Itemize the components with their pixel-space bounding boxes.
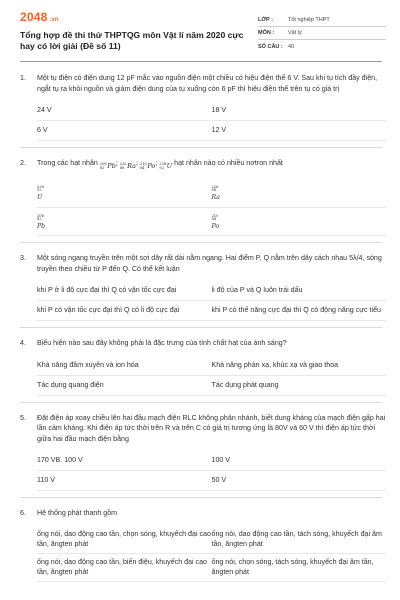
question-divider xyxy=(20,242,382,243)
option-d[interactable] xyxy=(212,471,387,491)
question-number: 1. xyxy=(20,74,26,82)
question-body xyxy=(37,253,386,321)
question-text: Đặt điện áp xoay chiều lên hai đầu mạch điện RLC không phân nhánh, biết dung kháng của mạch điện gấp hai lần cảm kháng. Khi điện áp tức thời trên R và trên C có giá trị tương ứng là 80V và 60 V thì điện áp tức thời giữa hai đầu mạch điện bằng xyxy=(37,413,386,443)
option-text: 170 VB. 100 V xyxy=(37,456,83,465)
option-nuclide: 206 82 Pb xyxy=(37,213,46,230)
option-b[interactable] xyxy=(212,281,387,301)
question-divider xyxy=(20,147,382,148)
question-text: Một sóng ngang truyền trên một sợi dây rất dài nằm ngang. Hai điểm P, Q nằm trên dây cách nhau 5λ/4, sóng truyền theo chiều từ P đến Q. Có thể kết luận xyxy=(37,254,382,273)
header-left xyxy=(20,10,250,52)
question-text: Hệ thống phát thanh gồm xyxy=(37,509,118,518)
question-body xyxy=(37,73,386,141)
option-text: khi P có vận tốc cực đại thì Q có li độ cực đại xyxy=(37,306,180,315)
option-text: Khả năng phản xạ, khúc xạ và giao thoa xyxy=(211,360,339,369)
option-text: 100 V xyxy=(211,456,231,465)
option-nuclide: 226 88 Ra xyxy=(211,184,220,202)
brand-suffix: .vn xyxy=(49,17,59,23)
option-text: ống nói, dao động cao tần, biến điệu, khuyếch đại cao tần, ăngten phát xyxy=(37,557,207,577)
option-d[interactable] xyxy=(212,376,387,396)
option-c[interactable] xyxy=(37,121,212,141)
option-c[interactable] xyxy=(37,471,212,491)
option-text: Khả năng đâm xuyên và ion hóa xyxy=(37,360,139,369)
question-body xyxy=(37,158,386,236)
option-text: ống nói, chọn sóng, tách sóng, khuyếch đại âm tần, ăngten phát xyxy=(211,557,374,577)
option-text: Tác dụng quang điện xyxy=(37,380,104,389)
option-text: ống nói, dao động cao tần, tách sóng, khuyếch đại âm tần, ăngten phát xyxy=(211,529,382,549)
question-2 xyxy=(20,158,386,236)
question-divider xyxy=(20,402,382,403)
option-text: 50 V xyxy=(211,476,227,485)
option-d[interactable] xyxy=(212,208,387,237)
header-divider xyxy=(20,61,382,62)
option-text: Tác dụng phát quang xyxy=(211,380,279,389)
option-d[interactable] xyxy=(212,301,387,321)
meta-table xyxy=(258,14,386,53)
question-text: Một tụ điện có điện dung 12 pF mắc vào nguồn điện một chiều có hiệu điện thế 6 V. Sau khi tụ tích đầy điện, ngắt tụ ra khỏi nguồn và giảm điện dung của tụ xuống còn 6 pF thì hiệu điện thế trên tụ có giá trị xyxy=(37,74,378,93)
option-c[interactable] xyxy=(37,554,212,582)
nuclide: 210 84 Po xyxy=(139,162,156,171)
question-text-end: hạt nhân nào có nhiều nơtron nhất xyxy=(174,159,283,167)
option-list xyxy=(37,451,386,491)
option-text: 110 V xyxy=(37,476,56,485)
option-list xyxy=(37,526,386,582)
nuclide: 226 88 Ra xyxy=(119,162,136,171)
option-text: 18 V xyxy=(211,106,227,115)
question-body xyxy=(37,338,386,396)
option-list xyxy=(37,101,386,141)
option-nuclide: 210 84 Po xyxy=(211,213,220,230)
option-b[interactable] xyxy=(212,356,387,376)
brand-name: 2048 xyxy=(20,10,48,24)
option-list xyxy=(37,281,386,321)
option-list xyxy=(37,356,386,396)
question-divider xyxy=(20,327,382,328)
question-4 xyxy=(20,338,386,396)
question-text-start: Trong các hạt nhân xyxy=(37,159,98,167)
option-c[interactable] xyxy=(37,376,212,396)
option-text: li độ của P và Q luôn trái dấu xyxy=(211,286,303,295)
option-text: khi P có thế năng cực đại thì Q có động năng cực tiểu xyxy=(211,306,381,315)
question-body xyxy=(37,508,386,582)
meta-label: MÔN : xyxy=(258,30,275,36)
option-a[interactable] xyxy=(37,451,212,471)
option-a[interactable] xyxy=(37,101,212,121)
nuclide: 206 82 Pb xyxy=(99,162,116,171)
question-1 xyxy=(20,73,386,141)
option-list xyxy=(37,179,386,236)
option-b[interactable] xyxy=(212,101,387,121)
meta-row-count xyxy=(258,40,386,53)
meta-label: LỚP : xyxy=(258,17,273,23)
question-number: 4. xyxy=(20,339,26,348)
meta-value: Tốt nghiệp THPT xyxy=(288,17,330,23)
meta-value: 40 xyxy=(288,43,295,50)
option-b[interactable] xyxy=(212,451,387,471)
option-d[interactable] xyxy=(212,554,387,582)
option-text: khi P ở li độ cực đại thì Q có vận tốc cực đại xyxy=(37,286,177,295)
question-3 xyxy=(20,253,386,321)
option-nuclide: 238 92 U xyxy=(37,184,44,202)
question-text: Trong các hạt nhân 206 82 Pb ; 226 88 Ra ; 210 84 Po ; 238 92 U hạt nhân nào có nhiều nơtron nhất xyxy=(37,159,283,171)
nuclide: 238 92 U xyxy=(159,162,173,171)
option-c[interactable] xyxy=(37,301,212,321)
question-6 xyxy=(20,508,386,582)
meta-label: SỐ CÂU : xyxy=(258,43,283,50)
meta-row-class xyxy=(258,14,386,27)
option-a[interactable] xyxy=(37,179,212,208)
question-number: 2. xyxy=(20,159,26,167)
option-b[interactable] xyxy=(212,526,387,554)
option-a[interactable] xyxy=(37,356,212,376)
document-header xyxy=(20,10,386,53)
brand-logo[interactable] xyxy=(20,10,250,27)
meta-value: Vật lý xyxy=(288,30,302,36)
option-c[interactable] xyxy=(37,208,212,237)
option-text: 6 V xyxy=(37,126,48,135)
option-d[interactable] xyxy=(212,121,387,141)
question-number: 3. xyxy=(20,254,26,263)
question-divider xyxy=(20,497,382,498)
option-a[interactable] xyxy=(37,526,212,554)
question-body xyxy=(37,413,386,492)
option-text: 12 V xyxy=(211,126,227,135)
option-text: ống nói, dao động cao tần, chọn sóng, khuyếch đại cao tần, ăngten phát xyxy=(37,529,211,549)
question-text: Biểu hiện nào sau đây không phải là đặc trưng của tính chất hạt của ánh sáng? xyxy=(37,339,287,348)
question-number: 6. xyxy=(20,509,26,518)
option-text: 24 V xyxy=(37,106,52,115)
option-a[interactable] xyxy=(37,281,212,301)
meta-row-subject xyxy=(258,27,386,40)
option-b[interactable] xyxy=(212,179,387,208)
document-title: Tổng hợp đề thi thử THPTQG môn Vật lí năm 2020 cực hay có lời giải (Đề số 11) xyxy=(20,30,244,51)
question-list xyxy=(20,73,386,582)
question-5 xyxy=(20,413,386,492)
question-number: 5. xyxy=(20,413,26,422)
